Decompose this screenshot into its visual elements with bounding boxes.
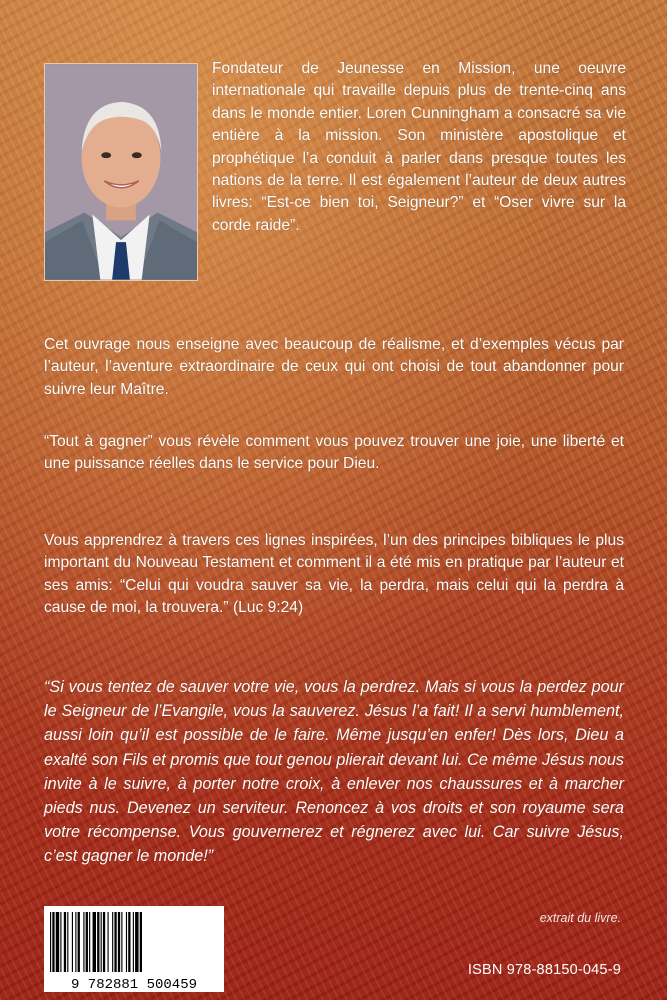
book-quote: “Si vous tentez de sauver votre vie, vous la perdrez. Mais si vous la perdez pour le Seigneur de l’Evangile, vous la sauverez. Jésus l’a fait! Il a servi humblement, aussi loin qu’il est possible de le faire. Même jusqu’en enfer! Dès lors, Dieu a exalté son Fils et promis que tout genou plierait devant lui. Ce même Jésus nous invite à le suivre, à porter notre croix, à enlever nos chaussures et à marcher pieds nus. Devenez un serviteur. Renoncez à vos droits et son royaume sera votre récompense. Vous gouvernerez et régnerez avec lui. Car suivre Jésus, c’est gagner le monde!”	[44, 678, 624, 866]
barcode-bar	[93, 912, 96, 972]
description-paragraph-2: “Tout à gagner” vous révèle comment vous pouvez trouver une joie, une liberté et une puissance réelles dans le service pour Dieu.	[44, 433, 624, 473]
barcode-bar	[126, 912, 127, 972]
barcode-bar	[52, 912, 54, 972]
barcode-bar	[121, 912, 122, 972]
barcode-bar	[101, 912, 102, 972]
barcode-bar	[128, 912, 130, 972]
barcode-bar	[97, 912, 99, 972]
quote-source: extrait du livre.	[539, 911, 621, 925]
barcode-bar	[67, 912, 68, 972]
barcode-bar	[140, 912, 142, 972]
barcode-bar	[83, 912, 84, 972]
barcode-bar	[89, 912, 90, 972]
barcode	[44, 906, 224, 992]
barcode-bar	[114, 912, 116, 972]
barcode-bar	[103, 912, 105, 972]
barcode-number: 9 782881 500459	[70, 977, 198, 992]
author-portrait	[44, 63, 198, 281]
barcode-bar	[75, 912, 76, 972]
barcode-bar	[118, 912, 120, 972]
isbn-number: ISBN 978-88150-045-9	[467, 962, 621, 978]
barcode-bar	[50, 912, 51, 972]
description-paragraph-1: Cet ouvrage nous enseigne avec beaucoup de réalisme, et d’exemples vécus par l’auteur, l’aventure extraordinaire de ceux qui ont choisi de tout abandonner pour suivre leur Maître.	[44, 336, 624, 398]
author-bio: Fondateur de Jeunesse en Mission, une oeuvre internationale qui travaille depuis plus de trente-cinq ans dans le monde entier. Loren Cunningham a consacré sa vie entière à la mission. Son ministère apostolique et prophétique l’a conduit à parler dans presque toutes les nations de la terre. Il est également l’auteur de deux autres livres: “Est-ce bien toi, Seigneur?” et “Oser vivre sur la corde raide”.	[212, 60, 626, 234]
barcode-bar	[112, 912, 113, 972]
barcode-bar	[60, 912, 61, 972]
barcode-bar	[64, 912, 66, 972]
barcode-bar	[135, 912, 138, 972]
barcode-bar	[78, 912, 80, 972]
barcode-bar	[133, 912, 134, 972]
description-paragraph-3: Vous apprendrez à travers ces lignes inspirées, l’un des principes bibliques le plus important du Nouveau Testament et comment il a été mis en pratique par l’auteur et ses amis: “Celui qui voudra sauver sa vie, la perdra, mais celui qui la perdra à cause de moi, la trouvera.” (Luc 9:24)	[44, 532, 624, 617]
barcode-bar	[108, 912, 109, 972]
barcode-bar	[86, 912, 88, 972]
barcode-bar	[56, 912, 59, 972]
barcode-bar	[72, 912, 73, 972]
